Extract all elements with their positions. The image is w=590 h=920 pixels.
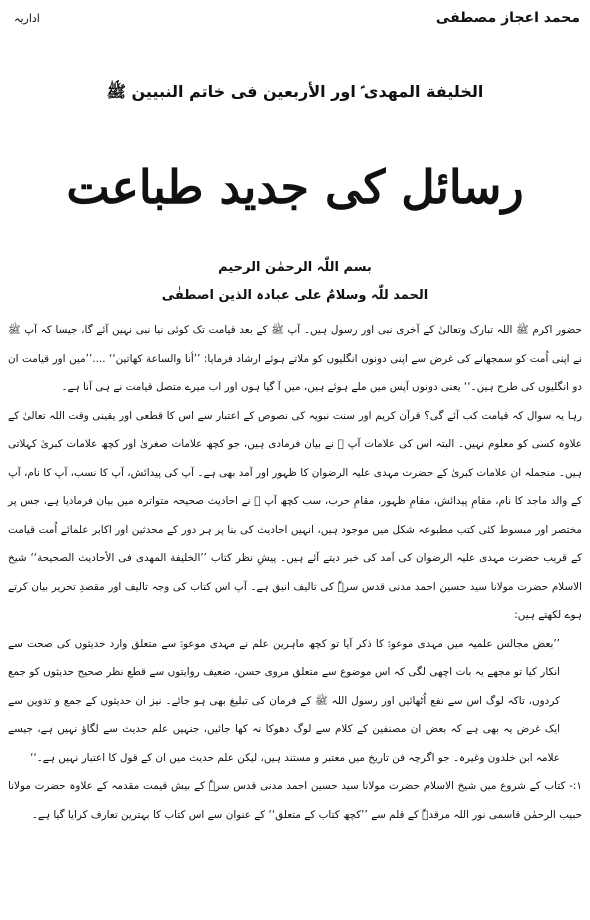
hamd-line: الحمد للّٰہ وسلامٌ علی عبادہ الذین اصطفٰی: [161, 288, 429, 303]
page-title: رسائل کی جدید طباعت: [66, 160, 524, 214]
author-name: محمد اعجاز مصطفی: [435, 10, 580, 26]
paragraph: حضور اکرم ﷺ اللہ تبارک وتعالیٰ کے آخری نبی اور رسول ہیں۔ آپ ﷺ کے بعد قیامت تک کوئی نیا نبی نہیں آئے گا، جیسا کہ آپ ﷺ نے اپنی اُمت کو سمجھانے کی غرض سے اپنی دونوں انگلیوں کو ملاتے ہوئے ارشاد فرمایا: ’’أنا والساعة کھاتین‘‘ ....’’میں اور قیامت ان دو انگلیوں کی طرح ہیں۔‘‘ یعنی دونوں آپس میں ملے ہوئے ہیں، میں آ گیا ہوں اور اب میرے متصل قیامت نے ہی آنا ہے۔: [8, 324, 582, 393]
bismillah: بسم اللّٰہ الرحمٰن الرحیم: [218, 260, 372, 275]
article-body: [8, 316, 582, 829]
quote-paragraph: ’’بعض مجالس علمیہ میں مہدی موعودؑ کا ذکر آیا تو کچھ ماہرین علم نے مہدی موعودؑ سے متعلق وارد حدیثوں کی صحت سے انکار کیا تو مجھے یہ بات اچھی لگی کہ اس موضوع سے متعلق مروی حسن، ضعیف روایتوں سے قطع نظر صحیح حدیثوں کو جمع کردوں، تاکہ لوگ اس سے نفع اُٹھائیں اور رسول اللہ ﷺ کے فرمان کی تبلیغ بھی ہو جائے۔ نیز ان حدیثوں کے جمع و تدوین سے ایک غرض یہ بھی ہے کہ بعض ان مصنفین کے کلام سے لوگ دھوکا نہ کھا جائیں، جنہیں علم حدیث سے لگاؤ نہیں ہے، جیسے علامہ ابن خلدون وغیرہ۔ جو اگرچہ فن تاریخ میں معتبر و مستند ہیں، لیکن علم حدیث میں ان کے قول کا اعتبار نہیں ہے۔‘‘: [8, 637, 560, 764]
paragraph: رہا یہ سوال کہ قیامت کب آئے گی؟ قرآن کریم اور سنت نبویہ کی نصوص کے اعتبار سے اس کا قطعی اور یقینی وقت اللہ تعالیٰ کے علاوہ کسی کو معلوم نہیں۔ البتہ اس کی علامات آپ ﷺ نے بیان فرمادی ہیں، جو کچھ علامات صغریٰ اور کچھ علامات کبریٰ کہلاتی ہیں۔ منجملہ ان علامات کبریٰ کے حضرت مہدی علیہ الرضوان کا ظہور اور آمد بھی ہے۔ آپ کی پیدائش، آپ کا نسب، آپ کا نام، آپ کے والد ماجد کا نام، مقامِ پیدائش، مقامِ ظہور، مقامِ حرب، سب کچھ آپ ﷺ نے احادیث صحیحہ متواترہ میں بیان فرمادیا ہے، جس پر مختصر اور مبسوط کئی کتب مطبوعہ شکل میں موجود ہیں، انہیں احادیث کی بنا پر ہر دور کے محدثین اور اکابر علمائے اُمت قیامت کے قریب حضرت مہدی علیہ الرضوان کی آمد کی خبر دیتے آئے ہیں۔ پیشِ نظر کتاب ’’الخلیفة المھدی فی الأحادیث الصحیحة‘‘ شیخ الاسلام حضرت مولانا سید حسین احمد مدنی قدس سرہٗ کی تالیف انیق ہے۔ آپ اس کتاب کی وجہ تالیف اور مقصدِ تحریر بیان کرتے ہوے لکھتے ہیں:: [8, 409, 582, 621]
paragraph: ۱:- کتاب کے شروع میں شیخ الاسلام حضرت مولانا سید حسین احمد مدنی قدس سرہٗ کے بیش قیمت مقدمہ کے علاوہ حضرت مولانا حبیب الرحمٰن قاسمی نور اللہ مرقدہٗ کے قلم سے ’’کچھ کتاب کے متعلق‘‘ کے عنوان سے اس کتاب کا بہترین تعارف کرایا گیا ہے۔: [8, 780, 582, 821]
subtitle: الخلیفة المھدی ؑ اور الأربعین فی خاتم النبیین ﷺ: [106, 82, 484, 101]
section-label: اداریہ: [14, 12, 40, 25]
